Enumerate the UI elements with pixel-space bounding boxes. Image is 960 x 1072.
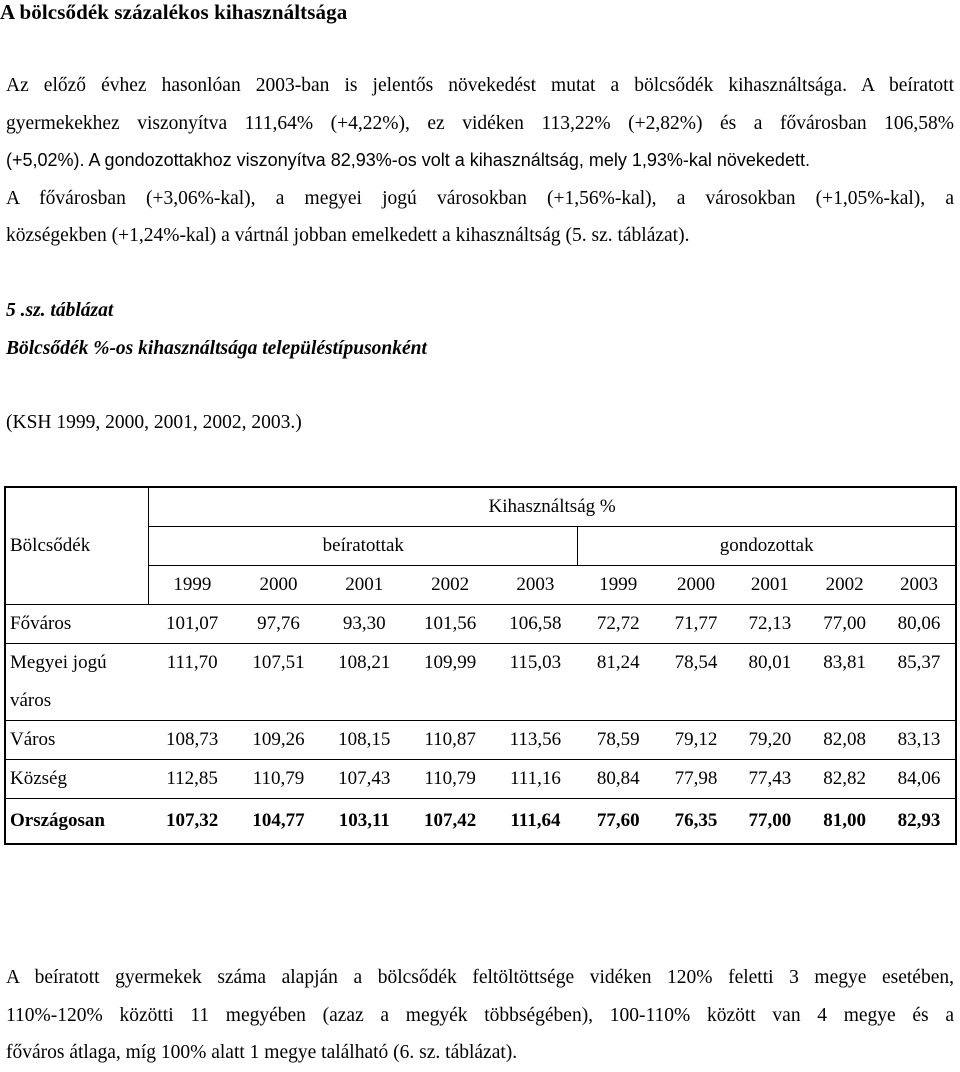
table-cell: 83,81 <box>806 644 883 721</box>
header-row-group <box>5 487 956 527</box>
row-label: Főváros <box>5 605 149 644</box>
table-cell: 111,64 <box>493 799 578 845</box>
row-label: Község <box>5 760 149 799</box>
table-cell: 82,82 <box>806 760 883 799</box>
table-cell: 71,77 <box>659 605 734 644</box>
paragraph-line: gyermekekhez viszonyítva 111,64% (+4,22%), ez vidéken 113,22% (+2,82%) és a fővárosban 106,58% <box>6 112 954 134</box>
table-cell: 108,73 <box>149 721 236 760</box>
section-heading: A bölcsődék százalékos kihasználtsága <box>0 0 348 24</box>
table-cell: 80,06 <box>883 605 956 644</box>
table-cell: 72,13 <box>733 605 806 644</box>
year-header: 2003 <box>900 574 939 595</box>
table-row-total <box>5 799 956 845</box>
year-header: 2002 <box>825 574 864 595</box>
table-cell: 103,11 <box>321 799 407 845</box>
table-cell: 107,42 <box>407 799 493 845</box>
row-label-line: város <box>10 690 52 711</box>
paragraph-line: községekben (+1,24%-kal) a vártnál jobban emelkedett a kihasználtság (5. sz. táblázat). <box>6 225 690 246</box>
year-header: 2000 <box>677 574 716 595</box>
table-cell: 110,87 <box>407 721 493 760</box>
table-cell: 115,03 <box>493 644 578 721</box>
row-label: Város <box>5 721 149 760</box>
table-cell: 111,70 <box>149 644 236 721</box>
paragraph-line: 110%-120% közötti 11 megyében (azaz a megyék többségében), 100-110% között van 4 megye és a <box>6 1004 954 1026</box>
year-header: 2001 <box>345 574 384 595</box>
table-cell: 81,24 <box>578 644 659 721</box>
table-number: 5 .sz. táblázat <box>6 300 114 321</box>
row-label <box>5 644 149 721</box>
year-header: 2000 <box>259 574 298 595</box>
table-cell: 84,06 <box>883 760 956 799</box>
table-cell: 110,79 <box>236 760 322 799</box>
year-header: 1999 <box>599 574 638 595</box>
table-source: (KSH 1999, 2000, 2001, 2002, 2003.) <box>6 412 302 433</box>
paragraph-line: A fővárosban (+3,06%-kal), a megyei jogú városokban (+1,56%-kal), a városokban (+1,05%-kal), a <box>6 187 954 209</box>
table-cell: 82,08 <box>806 721 883 760</box>
table-cell: 77,00 <box>806 605 883 644</box>
table-cell: 79,20 <box>733 721 806 760</box>
table-row <box>5 760 956 799</box>
table-title: Bölcsődék %-os kihasználtsága településtípusonként <box>6 338 427 359</box>
table-cell: 78,59 <box>578 721 659 760</box>
table-cell: 76,35 <box>659 799 734 845</box>
table-cell: 85,37 <box>883 644 956 721</box>
table-cell: 111,16 <box>493 760 578 799</box>
table-row <box>5 605 956 644</box>
table-cell: 93,30 <box>321 605 407 644</box>
paragraph-line: főváros átlaga, míg 100% alatt 1 megye található (6. sz. táblázat). <box>6 1042 518 1063</box>
table-cell: 101,07 <box>149 605 236 644</box>
table-cell: 82,93 <box>883 799 956 845</box>
year-header: 2003 <box>516 574 555 595</box>
table-cell: 78,54 <box>659 644 734 721</box>
table-cell: 109,26 <box>236 721 322 760</box>
table-cell: 80,01 <box>733 644 806 721</box>
table-cell: 77,98 <box>659 760 734 799</box>
utilization-table <box>4 486 957 845</box>
table-cell: 109,99 <box>407 644 493 721</box>
table-cell: 101,56 <box>407 605 493 644</box>
table-cell: 80,84 <box>578 760 659 799</box>
paragraph-line: Az előző évhez hasonlóan 2003-ban is jelentős növekedést mutat a bölcsődék kihasználtsága. A beíratott <box>6 75 954 96</box>
table-cell: 97,76 <box>236 605 322 644</box>
row-label-line: Megyei jogú <box>10 652 107 673</box>
table-row <box>5 644 956 721</box>
row-header-label: Bölcsődék <box>10 535 91 556</box>
table-cell: 77,43 <box>733 760 806 799</box>
closing-paragraph <box>6 959 954 1072</box>
table-cell: 107,32 <box>149 799 236 845</box>
year-header: 2001 <box>750 574 789 595</box>
table-cell: 83,13 <box>883 721 956 760</box>
table-cell: 72,72 <box>578 605 659 644</box>
table-cell: 112,85 <box>149 760 236 799</box>
row-header-cell <box>5 487 149 605</box>
subheader-cared: gondozottak <box>578 527 956 566</box>
table-cell: 77,60 <box>578 799 659 845</box>
paragraph-line: A beíratott gyermekek száma alapján a bölcsődék feltöltöttsége vidéken 120% feletti 3 megye esetében, <box>6 967 954 988</box>
table-cell: 110,79 <box>407 760 493 799</box>
table-cell: 108,21 <box>321 644 407 721</box>
intro-paragraph <box>6 67 954 255</box>
group-header: Kihasználtság % <box>149 487 956 527</box>
year-header: 2002 <box>431 574 470 595</box>
table-cell: 113,56 <box>493 721 578 760</box>
table-cell: 81,00 <box>806 799 883 845</box>
table-cell: 106,58 <box>493 605 578 644</box>
year-header: 1999 <box>149 566 236 605</box>
table-cell: 79,12 <box>659 721 734 760</box>
table-cell: 77,00 <box>733 799 806 845</box>
table-cell: 107,51 <box>236 644 322 721</box>
subheader-enrolled: beíratottak <box>149 527 578 566</box>
table-cell: 108,15 <box>321 721 407 760</box>
table-cell: 107,43 <box>321 760 407 799</box>
table-row <box>5 721 956 760</box>
paragraph-line: (+5,02%). A gondozottakhoz viszonyítva 82,93%-os volt a kihasználtság, mely 1,93%-kal növekedett. <box>6 150 810 170</box>
table-cell: 104,77 <box>236 799 322 845</box>
row-label: Országosan <box>5 799 149 845</box>
